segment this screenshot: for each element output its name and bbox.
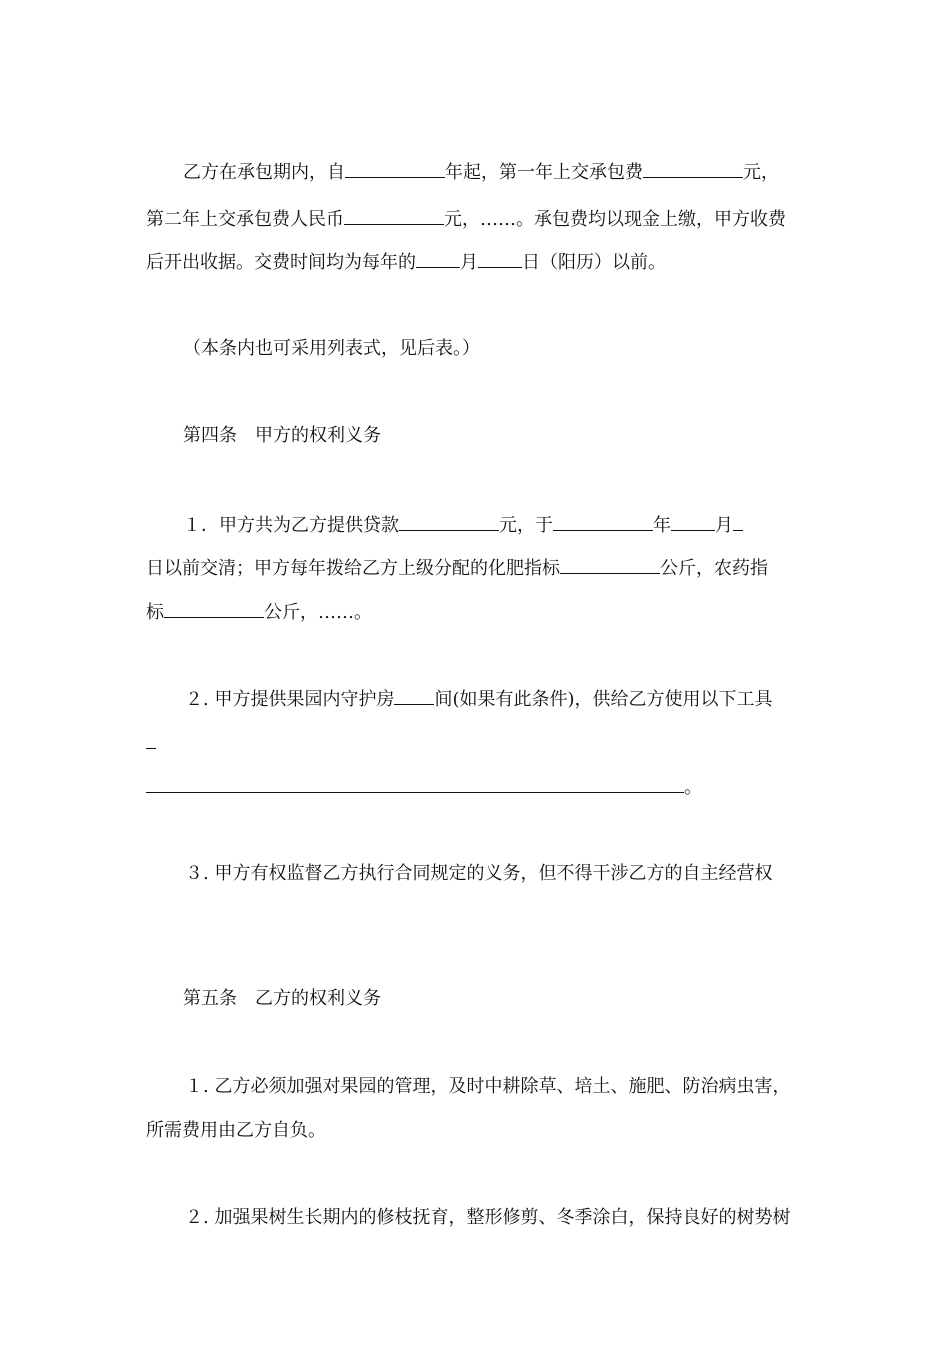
article5-item1-line2: 所需费用由乙方自负。 xyxy=(146,1120,326,1141)
text: 元，于 xyxy=(499,515,553,536)
text: 日以前交清；甲方每年拨给乙方上级分配的化肥指标 xyxy=(146,558,560,579)
article4-item1-line2 xyxy=(146,556,768,581)
article4-item2-line3 xyxy=(146,775,702,800)
article4-item2-line2 xyxy=(146,731,156,756)
text: １．甲方共为乙方提供贷款 xyxy=(183,515,399,536)
blank-repay-day[interactable] xyxy=(733,513,743,531)
blank-loan-amount[interactable] xyxy=(399,513,499,531)
text: 公斤，……。 xyxy=(264,602,372,623)
para1-line3 xyxy=(146,250,666,275)
text: 月 xyxy=(715,515,733,536)
text: 年 xyxy=(653,515,671,536)
article4-item1-line3 xyxy=(146,600,372,625)
blank-first-year-fee[interactable] xyxy=(643,160,743,178)
text: 月 xyxy=(460,252,478,273)
blank-repay-month[interactable] xyxy=(671,513,715,531)
article4-heading: 第四条 甲方的权利义务 xyxy=(183,425,381,446)
article4-item3: ３. 甲方有权监督乙方执行合同规定的义务，但不得干涉乙方的自主经营权 xyxy=(185,863,773,884)
blank-fertilizer-quota[interactable] xyxy=(560,556,660,574)
article5-item1-line1: １. 乙方必须加强对果园的管理，及时中耕除草、培土、施肥、防治病虫害， xyxy=(185,1076,791,1097)
text: 公斤，农药指 xyxy=(660,558,768,579)
blank-day[interactable] xyxy=(478,250,522,268)
text: 后开出收据。交费时间均为每年的 xyxy=(146,252,416,273)
blank-year-start[interactable] xyxy=(345,160,445,178)
para1-line1 xyxy=(183,160,779,185)
text: 年起，第一年上交承包费 xyxy=(445,162,643,183)
blank-second-year-fee[interactable] xyxy=(344,207,444,225)
para1-line2 xyxy=(146,207,786,232)
blank-guard-rooms[interactable] xyxy=(394,687,434,705)
blank-repay-year[interactable] xyxy=(553,513,653,531)
text: 乙方在承包期内，自 xyxy=(183,162,345,183)
text: 日（阳历）以前。 xyxy=(522,252,666,273)
text: 标 xyxy=(146,602,164,623)
blank-pesticide-quota[interactable] xyxy=(164,600,264,618)
article5-item2-line1: ２. 加强果树生长期内的修枝抚育，整形修剪、冬季涂白，保持良好的树势树 xyxy=(185,1207,791,1228)
text: 第二年上交承包费人民币 xyxy=(146,209,344,230)
article4-item1-line1 xyxy=(183,513,743,538)
text: 。 xyxy=(684,777,702,798)
text: 元， xyxy=(743,162,779,183)
text: 间(如果有此条件)，供给乙方使用以下工具 xyxy=(434,689,773,710)
text: 元，……。承包费均以现金上缴，甲方收费 xyxy=(444,209,786,230)
blank-tools-lead[interactable] xyxy=(146,731,156,749)
blank-tools-list[interactable] xyxy=(146,775,684,793)
blank-month[interactable] xyxy=(416,250,460,268)
text: ２. 甲方提供果园内守护房 xyxy=(185,689,395,710)
article4-item2-line1 xyxy=(185,687,773,712)
note: （本条内也可采用列表式，见后表。） xyxy=(183,338,480,359)
article5-heading: 第五条 乙方的权利义务 xyxy=(183,988,381,1009)
